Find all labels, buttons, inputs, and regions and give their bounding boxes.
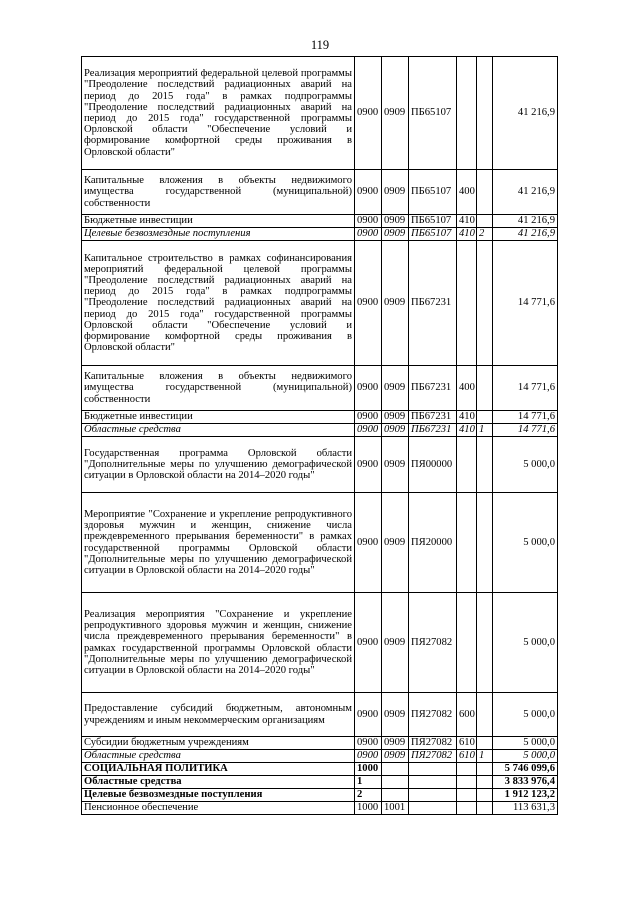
section-code-cell: 0909	[382, 424, 409, 437]
grbs-code-cell: 0900	[355, 411, 382, 424]
expense-name-cell: Субсидии бюджетным учреждениям	[82, 737, 355, 750]
target-article-cell: ПЯ00000	[409, 437, 457, 493]
amount-cell: 14 771,6	[493, 366, 558, 411]
amount-cell: 5 000,0	[493, 737, 558, 750]
table-row	[82, 593, 558, 693]
target-article-cell	[409, 763, 457, 776]
section-code-cell: 0909	[382, 411, 409, 424]
target-article-cell: ПБ67231	[409, 424, 457, 437]
grbs-code-cell: 0900	[355, 228, 382, 241]
expense-type-cell	[457, 437, 477, 493]
funding-source-cell: 1	[477, 750, 493, 763]
section-code-cell: 0909	[382, 228, 409, 241]
expense-type-cell	[457, 493, 477, 593]
amount-cell: 41 216,9	[493, 228, 558, 241]
expense-name-cell: Пенсионное обеспечение	[82, 802, 355, 815]
section-code-cell	[382, 789, 409, 802]
expense-type-cell: 410	[457, 215, 477, 228]
expense-name-cell: Целевые безвозмездные поступления	[82, 789, 355, 802]
grbs-code-cell: 0900	[355, 437, 382, 493]
funding-source-cell	[477, 789, 493, 802]
amount-cell: 5 000,0	[493, 437, 558, 493]
table-row	[82, 424, 558, 437]
table-row	[82, 437, 558, 493]
funding-source-cell	[477, 57, 493, 170]
target-article-cell: ПЯ27082	[409, 737, 457, 750]
section-code-cell: 0909	[382, 241, 409, 366]
amount-cell: 5 000,0	[493, 493, 558, 593]
table-row	[82, 411, 558, 424]
grbs-code-cell: 0900	[355, 593, 382, 693]
expense-type-cell: 410	[457, 424, 477, 437]
section-code-cell: 0909	[382, 170, 409, 215]
section-code-cell: 0909	[382, 593, 409, 693]
expense-name-cell: Мероприятие "Сохранение и укрепление репродуктивного здоровья мужчин и женщин, снижение числа преждевременного прерывания беременности" в рамках государственной программы Орловской области "Дополнительные меры по улучшению демографической ситуации в Орловской области на 2014–2020 годы"	[82, 493, 355, 593]
table-row	[82, 228, 558, 241]
funding-source-cell	[477, 737, 493, 750]
grbs-code-cell: 0900	[355, 366, 382, 411]
funding-source-cell	[477, 493, 493, 593]
page-number: 119	[310, 38, 330, 52]
target-article-cell: ПБ65107	[409, 170, 457, 215]
funding-source-cell	[477, 170, 493, 215]
section-code-cell: 0909	[382, 437, 409, 493]
grbs-code-cell: 1000	[355, 763, 382, 776]
table-row	[82, 789, 558, 802]
expense-name-cell: СОЦИАЛЬНАЯ ПОЛИТИКА	[82, 763, 355, 776]
expense-name-cell: Бюджетные инвестиции	[82, 411, 355, 424]
section-code-cell: 0909	[382, 366, 409, 411]
target-article-cell: ПЯ27082	[409, 750, 457, 763]
table-row	[82, 241, 558, 366]
funding-source-cell	[477, 437, 493, 493]
expense-name-cell: Предоставление субсидий бюджетным, автономным учреждениям и иным некоммерческим организациям	[82, 693, 355, 737]
target-article-cell: ПБ67231	[409, 366, 457, 411]
expense-type-cell	[457, 802, 477, 815]
expense-type-cell: 410	[457, 228, 477, 241]
expense-type-cell	[457, 763, 477, 776]
grbs-code-cell: 0900	[355, 57, 382, 170]
amount-cell: 5 000,0	[493, 593, 558, 693]
grbs-code-cell: 0900	[355, 493, 382, 593]
expense-type-cell	[457, 57, 477, 170]
target-article-cell: ПБ65107	[409, 57, 457, 170]
table-row	[82, 763, 558, 776]
expense-type-cell	[457, 593, 477, 693]
amount-cell: 41 216,9	[493, 57, 558, 170]
target-article-cell: ПЯ20000	[409, 493, 457, 593]
expense-type-cell	[457, 241, 477, 366]
expense-name-cell: Капитальные вложения в объекты недвижимого имущества государственной (муниципальной) собственности	[82, 366, 355, 411]
target-article-cell: ПБ67231	[409, 411, 457, 424]
table-row	[82, 170, 558, 215]
section-code-cell	[382, 763, 409, 776]
expense-name-cell: Целевые безвозмездные поступления	[82, 228, 355, 241]
expense-name-cell: Областные средства	[82, 424, 355, 437]
expense-name-cell: Капитальные вложения в объекты недвижимого имущества государственной (муниципальной) собственности	[82, 170, 355, 215]
table-row	[82, 802, 558, 815]
target-article-cell: ПБ67231	[409, 241, 457, 366]
grbs-code-cell: 0900	[355, 241, 382, 366]
expense-type-cell	[457, 776, 477, 789]
expense-type-cell: 610	[457, 750, 477, 763]
funding-source-cell	[477, 693, 493, 737]
table-row	[82, 750, 558, 763]
grbs-code-cell: 0900	[355, 424, 382, 437]
table-row	[82, 366, 558, 411]
target-article-cell	[409, 802, 457, 815]
amount-cell: 41 216,9	[493, 215, 558, 228]
expense-type-cell: 400	[457, 366, 477, 411]
section-code-cell: 0909	[382, 750, 409, 763]
grbs-code-cell: 1000	[355, 802, 382, 815]
expense-type-cell: 400	[457, 170, 477, 215]
expense-name-cell: Бюджетные инвестиции	[82, 215, 355, 228]
section-code-cell: 0909	[382, 57, 409, 170]
section-code-cell: 0909	[382, 493, 409, 593]
grbs-code-cell: 0900	[355, 750, 382, 763]
expense-type-cell: 410	[457, 411, 477, 424]
table-row	[82, 776, 558, 789]
section-code-cell: 1001	[382, 802, 409, 815]
funding-source-cell	[477, 802, 493, 815]
table-row	[82, 737, 558, 750]
table-row	[82, 215, 558, 228]
expense-type-cell: 610	[457, 737, 477, 750]
expense-name-cell: Реализация мероприятий федеральной целевой программы "Преодоление последствий радиационных аварий на период до 2015 года" в рамках подпрограммы "Преодоление последствий радиационных аварий на период до 2015 года" государственной программы Орловской области "Обеспечение условий и формирование комфортной среды проживания в Орловской области"	[82, 57, 355, 170]
section-code-cell: 0909	[382, 737, 409, 750]
amount-cell: 5 000,0	[493, 693, 558, 737]
expense-type-cell: 600	[457, 693, 477, 737]
expense-name-cell: Государственная программа Орловской области "Дополнительные меры по улучшению демографической ситуации в Орловской области на 2014–2020 годы"	[82, 437, 355, 493]
table-row	[82, 693, 558, 737]
target-article-cell	[409, 776, 457, 789]
section-code-cell: 0909	[382, 693, 409, 737]
expense-name-cell: Капитальное строительство в рамках софинансирования мероприятий федеральной целевой программы "Преодоление последствий радиационных аварий на период до 2015 года" в рамках подпрограммы "Преодоление последствий радиационных аварий на период до 2015 года" государственной программы Орловской области "Обеспечение условий и формирование комфортной среды проживания в Орловской области"	[82, 241, 355, 366]
amount-cell: 5 000,0	[493, 750, 558, 763]
funding-source-cell	[477, 411, 493, 424]
target-article-cell	[409, 789, 457, 802]
target-article-cell: ПБ65107	[409, 215, 457, 228]
grbs-code-cell: 0900	[355, 693, 382, 737]
grbs-code-cell: 0900	[355, 170, 382, 215]
grbs-code-cell: 1	[355, 776, 382, 789]
funding-source-cell	[477, 763, 493, 776]
expense-name-cell: Реализация мероприятия "Сохранение и укрепление репродуктивного здоровья мужчин и женщин, снижение числа преждевременного прерывания беременности" в рамках государственной программы Орловской области "Дополнительные меры по улучшению демографической ситуации в Орловской области на 2014–2020 годы"	[82, 593, 355, 693]
funding-source-cell	[477, 366, 493, 411]
funding-source-cell	[477, 776, 493, 789]
amount-cell: 14 771,6	[493, 241, 558, 366]
funding-source-cell: 1	[477, 424, 493, 437]
amount-cell: 113 631,3	[493, 802, 558, 815]
target-article-cell: ПЯ27082	[409, 593, 457, 693]
amount-cell: 1 912 123,2	[493, 789, 558, 802]
section-code-cell	[382, 776, 409, 789]
target-article-cell: ПБ65107	[409, 228, 457, 241]
section-code-cell: 0909	[382, 215, 409, 228]
grbs-code-cell: 0900	[355, 215, 382, 228]
amount-cell: 3 833 976,4	[493, 776, 558, 789]
funding-source-cell: 2	[477, 228, 493, 241]
target-article-cell: ПЯ27082	[409, 693, 457, 737]
expense-name-cell: Областные средства	[82, 750, 355, 763]
amount-cell: 14 771,6	[493, 411, 558, 424]
amount-cell: 14 771,6	[493, 424, 558, 437]
funding-source-cell	[477, 215, 493, 228]
expense-type-cell	[457, 789, 477, 802]
expense-name-cell: Областные средства	[82, 776, 355, 789]
table-row	[82, 493, 558, 593]
amount-cell: 5 746 099,6	[493, 763, 558, 776]
grbs-code-cell: 2	[355, 789, 382, 802]
budget-table	[81, 56, 558, 815]
amount-cell: 41 216,9	[493, 170, 558, 215]
funding-source-cell	[477, 241, 493, 366]
funding-source-cell	[477, 593, 493, 693]
table-row	[82, 57, 558, 170]
grbs-code-cell: 0900	[355, 737, 382, 750]
